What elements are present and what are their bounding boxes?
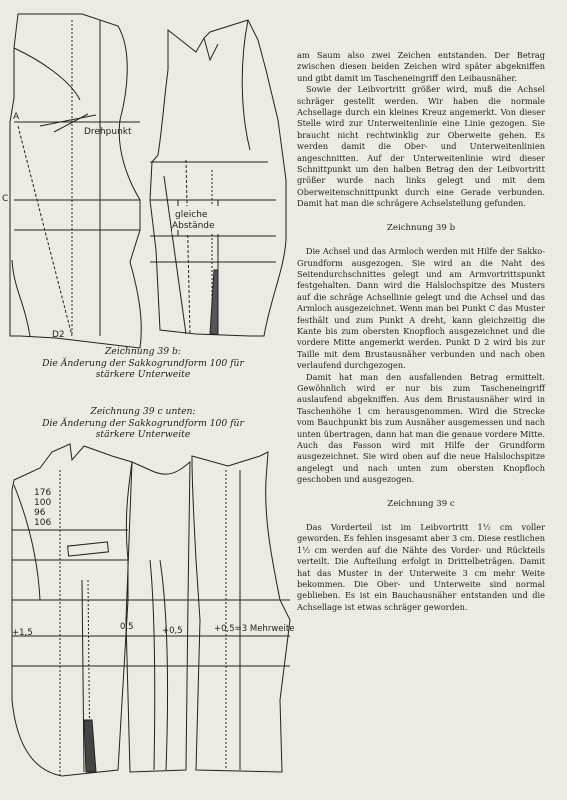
- paragraph-1: am Saum also zwei Zeichen entstanden. Der Betrag zwischen diesen beiden Zeichen wird später abgekniffen und gibt damit im Tascheneingriff den Leibausnäher.: [297, 50, 545, 83]
- paragraph-5: Das Vorderteil ist im Leibvortritt 1½ cm voller geworden. Es fehlen insgesamt aber 3 cm. Diese restlichen 1½ cm werden auf die Nähte des Vorder- und Rückteils verteilt. Die Aufteilung erfolgt in Drittelbeträgen. Damit hat das Muster in der Unterweite 3 cm mehr Weite bekommen. Die Ober- und Unterweite sind normal geblieben. Es ist ein Bauchausnäher entstanden und die Achsellage ist etwas schräger geworden.: [297, 522, 545, 612]
- paragraph-2: Sowie der Leibvortritt größer wird, muß die Achsel schräger gestellt werden. Wir haben die normale Achsellage durch ein kleines Kreuz angemerkt. Von dieser Stelle wird zur Unterweitenlinie eine Linie gezogen. Sie braucht nicht rechtwinklig zur Oberweite gehen. Es werden damit die Ober- und Unterweitenlinien angeschnitten. Auf der Unterweitenlinie wird dieser Schnittpunkt um den halben Betrag den der Leibvortritt größer wurde nach links gelegt und mit dem Oberweitenschnittpunkt durch eine Gerade verbunden. Damit hat man die schrägere Achselstellung gefunden.: [297, 84, 545, 209]
- caption-39b-title: Zeichnung 39 b:: [105, 346, 181, 357]
- drehpunkt-label: Drehpunkt: [84, 127, 132, 137]
- heading-39b: Zeichnung 39 b: [386, 222, 456, 233]
- mehrweite-label: +0,5=3 Mehrweite: [214, 624, 295, 634]
- side-piece-outline: [126, 462, 190, 772]
- size-stack: [34, 488, 51, 528]
- paragraph-4: Damit hat man den ausfallenden Betrag ermittelt. Gewöhnlich wird er nur bis zum Tascheneingriff auslaufend abgekniffen. Aus dem Brustausnäher wird in Taschenhöhe 1 cm herausgenommen. Wird die Strecke vom Bauchpunkt bis zum Ausnäher ausgemessen und nach unten übertragen, dann hat man die genaue vordere Mitte. Auch das Fasson wird mit Hilfe der Grundform ausgezeichnet. Sie wird oben auf die neue Halslochspitze angelegt und nach unten zum obersten Knopfloch geschoben und ausgezogen.: [297, 371, 545, 485]
- caption-39c-title: Zeichnung 39 c unten:: [90, 406, 196, 417]
- point-c-label: C: [2, 194, 9, 204]
- caption-39b-line3: stärkere Unterweite: [95, 369, 191, 380]
- text-column: [297, 50, 545, 613]
- point-a-label: A: [13, 112, 20, 122]
- caption-39b-line2: Die Änderung der Sakkogrundform 100 für: [42, 357, 244, 369]
- plus-0-5-label: +0,5: [162, 626, 183, 636]
- point-d2-label: D2: [52, 330, 65, 340]
- size-100: 100: [34, 498, 52, 508]
- caption-39c-line2: Die Änderung der Sakkogrundform 100 für: [42, 417, 244, 429]
- size-96: 96: [34, 508, 46, 518]
- heading-39c: Zeichnung 39 c: [387, 498, 455, 509]
- back-piece-outline: [192, 452, 290, 772]
- abstaende-label: Abstände: [172, 221, 215, 231]
- size-106: 106: [34, 518, 52, 528]
- size-176: 176: [34, 488, 52, 498]
- gleiche-label: gleiche: [175, 210, 208, 220]
- plus-1-5-label: +1,5: [12, 628, 33, 638]
- front-piece-outline: [12, 444, 132, 776]
- val-0-5-label: 0,5: [120, 622, 134, 632]
- caption-39c-line3: stärkere Unterweite: [95, 429, 191, 440]
- paragraph-3: Die Achsel und das Armloch werden mit Hilfe der Sakko-Grundform ausgezogen. Sie wird an die Naht des Seitendurchschnittes gelegt und am Armvortrittspunkt festgehalten. Dann wird die Halslochspitze des Musters auf die schräge Achsellinie gelegt und die Achsel und das Armloch ausgezeichnet. Wenn man bei Punkt C das Muster festhält und zum Punkt A dreht, kann gleichzeitig die Kante bis zum obersten Knopfloch ausgezeichnet und die vordere Mitte angemerkt werden. Punkt D 2 wird bis zur Taille mit dem Brustausnäher verbunden und nach oben verlaufend durchgezogen.: [297, 246, 545, 371]
